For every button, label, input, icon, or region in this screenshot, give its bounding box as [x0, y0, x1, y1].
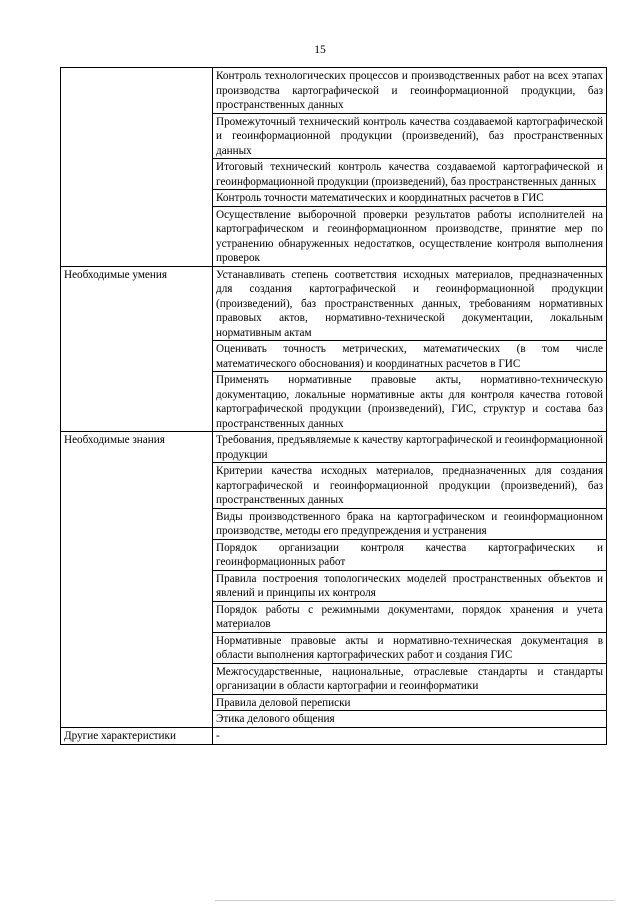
- row-label: Другие характеристики: [61, 727, 213, 745]
- list-item: Правила деловой переписки: [213, 694, 606, 711]
- row-content: [213, 68, 607, 267]
- requirements-table: [60, 67, 607, 745]
- list-item: Порядок организации контроля качества картографических и геоинформационных работ: [213, 539, 606, 570]
- list-item: Правила построения топологических моделей пространственных объектов и явлений и принципы их контроля: [213, 570, 606, 601]
- list-item: Нормативные правовые акты и нормативно-техническая документация в области выполнения картографических работ и создания ГИС: [213, 632, 606, 663]
- list-item: Оценивать точность метрических, математических (в том числе математического обоснования) и координатных расчетов в ГИС: [213, 340, 606, 371]
- row-label: [61, 68, 213, 267]
- list-item: Контроль технологических процессов и производственных работ на всех этапах производства картографической и геоинформационной продукции, баз пространственных данных: [216, 70, 603, 111]
- list-item: -: [216, 729, 220, 742]
- list-item: Виды производственного брака на картографическом и геоинформационном производстве, методы его предупреждения и устранения: [213, 508, 606, 539]
- bottom-divider: [215, 900, 615, 901]
- table-row: [61, 266, 607, 432]
- list-item: Контроль точности математических и координатных расчетов в ГИС: [213, 189, 606, 206]
- list-item: Межгосударственные, национальные, отраслевые стандарты и стандарты организации в области картографии и геоинформатики: [213, 663, 606, 694]
- page-number: 15: [314, 44, 326, 56]
- list-item: Устанавливать степень соответствия исходных материалов, предназначенных для создания картографической и геоинформационной продукции (произведений), баз пространственных данных, требованиям нормативных правовых актов, нормативно-технической документации, локальным нормативным актам: [216, 268, 603, 339]
- list-item: Применять нормативные правовые акты, нормативно-техническую документацию, локальные нормативные акты для контроля качества готовой картографической продукции (произведений), ГИС, структур и состава баз пространственных данных: [213, 371, 606, 431]
- list-item: Промежуточный технический контроль качества создаваемой картографической и геоинформационной продукции (произведений), баз пространственных данных: [213, 113, 606, 159]
- row-label: Необходимые умения: [61, 266, 213, 432]
- table-row: [61, 727, 607, 745]
- list-item: Осуществление выборочной проверки результатов работы исполнителей на картографическом и геоинформационном производстве, принятие мер по устранению обнаруженных недостатков, осуществление контроля выполнения проверок: [213, 206, 606, 266]
- list-item: Порядок работы с режимными документами, порядок хранения и учета материалов: [213, 601, 606, 632]
- table-row: [61, 432, 607, 728]
- list-item: Этика делового общения: [213, 710, 606, 727]
- row-content: [213, 727, 607, 745]
- row-label: Необходимые знания: [61, 432, 213, 728]
- list-item: Критерии качества исходных материалов, предназначенных для создания картографической и геоинформационной продукции (произведений), баз пространственных данных: [213, 462, 606, 508]
- list-item: Итоговый технический контроль качества создаваемой картографической и геоинформационной продукции (произведений), баз пространственных данных: [213, 158, 606, 189]
- row-content: [213, 266, 607, 432]
- table-row: [61, 68, 607, 267]
- list-item: Требования, предъявляемые к качеству картографической и геоинформационной продукции: [216, 434, 603, 461]
- row-content: [213, 432, 607, 728]
